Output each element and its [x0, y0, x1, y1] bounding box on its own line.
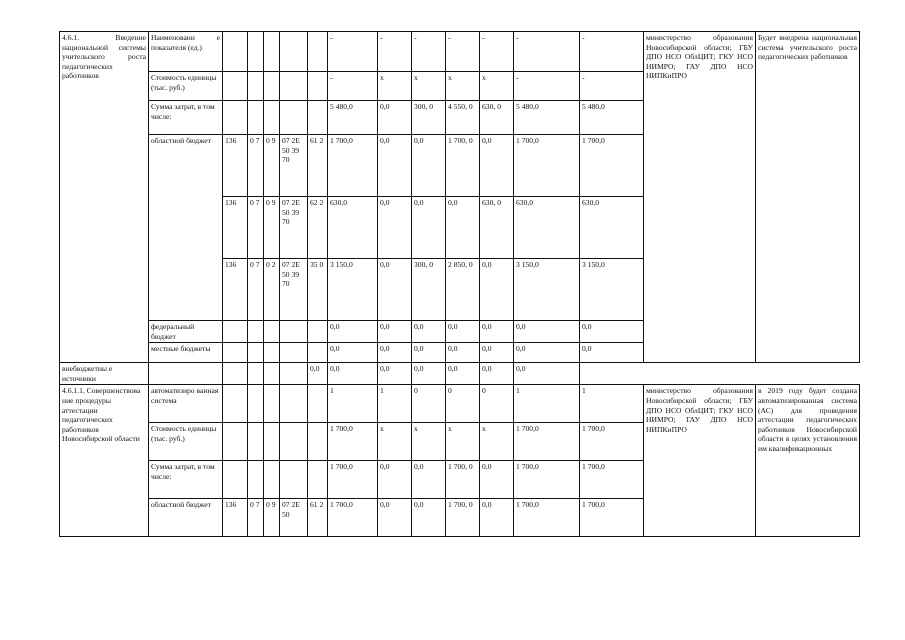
- table-cell: 0,0: [412, 197, 446, 259]
- table-cell: 0 9: [264, 135, 280, 197]
- table-cell: -: [446, 32, 480, 72]
- table-cell: министерство образования Новосибирской области; ГБУ ДПО НСО ОблЦИТ; ГКУ НСО НИМРО; ГАУ ДПО НСО НИПКиПРО: [644, 32, 756, 363]
- table-cell: 07 2Е 50 39 70: [280, 135, 308, 197]
- table-cell: 5 480,0: [514, 101, 580, 135]
- table-cell: 136: [223, 259, 248, 321]
- table-cell: 07 2Е 50: [280, 499, 308, 537]
- table-cell: областной бюджет: [149, 135, 223, 321]
- table-cell: [280, 385, 308, 423]
- table-cell: областной бюджет: [149, 499, 223, 537]
- table-cell: 300, 0: [412, 101, 446, 135]
- table-cell: [223, 343, 248, 363]
- table-cell: [308, 72, 328, 101]
- table-cell: 630,0: [580, 197, 644, 259]
- table-cell: 0,0: [480, 259, 514, 321]
- table-cell: 1 700, 0: [446, 135, 480, 197]
- budget-table-body: [60, 32, 860, 537]
- table-cell: [280, 321, 308, 343]
- table-cell: Сумма затрат, в том числе:: [149, 101, 223, 135]
- table-cell: x: [378, 423, 412, 461]
- table-cell: -: [328, 32, 378, 72]
- table-cell: 2 850, 0: [446, 259, 480, 321]
- table-cell: [264, 343, 280, 363]
- table-cell: [223, 385, 248, 423]
- table-cell: 630,0: [514, 197, 580, 259]
- table-cell: [248, 363, 264, 385]
- table-cell: 0,0: [412, 461, 446, 499]
- table-cell: 0,0: [446, 197, 480, 259]
- table-cell: 0,0: [446, 343, 480, 363]
- table-cell: 630, 0: [480, 101, 514, 135]
- table-cell: федеральный бюджет: [149, 321, 223, 343]
- table-cell: [248, 72, 264, 101]
- table-cell: 0,0: [480, 461, 514, 499]
- table-cell: 0 7: [248, 259, 264, 321]
- table-cell: 630, 0: [480, 197, 514, 259]
- table-cell: 0,0: [412, 343, 446, 363]
- table-cell: 0 7: [248, 499, 264, 537]
- table-cell: -: [480, 32, 514, 72]
- table-cell: 136: [223, 499, 248, 537]
- table-cell: местные бюджеты: [149, 343, 223, 363]
- table-cell: [248, 385, 264, 423]
- table-cell: 07 2Е 50 39 70: [280, 259, 308, 321]
- table-cell: 0: [412, 385, 446, 423]
- table-cell: в 2019 году будет создана автоматизированная система (АС) для проведения аттестации педагогических работников Новосибирской области в целях установления им квалификационных: [756, 385, 860, 537]
- table-cell: x: [412, 423, 446, 461]
- table-cell: x: [480, 423, 514, 461]
- table-cell: [308, 32, 328, 72]
- table-cell: [248, 343, 264, 363]
- table-cell: -: [328, 72, 378, 101]
- table-cell: 0,0: [580, 343, 644, 363]
- table-cell: [308, 385, 328, 423]
- table-cell: 0: [480, 385, 514, 423]
- table-cell: 1 700, 0: [446, 461, 480, 499]
- table-cell: 1 700,0: [580, 135, 644, 197]
- table-cell: x: [412, 72, 446, 101]
- table-cell: 1: [378, 385, 412, 423]
- table-cell: внебюджетны е источники: [60, 363, 149, 385]
- table-row: [60, 32, 860, 72]
- table-cell: [280, 363, 308, 385]
- table-cell: [280, 72, 308, 101]
- table-cell: 0,0: [514, 343, 580, 363]
- table-cell: 61 2: [308, 135, 328, 197]
- table-cell: 0,0: [514, 363, 580, 385]
- table-cell: 07 2Е 50 39 70: [280, 197, 308, 259]
- table-cell: [264, 321, 280, 343]
- table-cell: [308, 423, 328, 461]
- table-cell: 1: [580, 385, 644, 423]
- table-cell: 0,0: [378, 461, 412, 499]
- table-cell: 0,0: [378, 499, 412, 537]
- table-cell: 0,0: [480, 135, 514, 197]
- table-cell: 0 2: [264, 259, 280, 321]
- table-cell: [280, 423, 308, 461]
- table-cell: 0,0: [480, 499, 514, 537]
- table-cell: 136: [223, 197, 248, 259]
- table-cell: 0 7: [248, 135, 264, 197]
- table-cell: [308, 461, 328, 499]
- table-cell: 0,0: [378, 363, 412, 385]
- table-cell: [223, 72, 248, 101]
- table-cell: 0,0: [412, 499, 446, 537]
- table-cell: 0,0: [378, 101, 412, 135]
- table-cell: 0,0: [412, 363, 446, 385]
- table-cell: 0,0: [378, 135, 412, 197]
- table-cell: Будет внедрена национальная система учительского роста педагогических работников: [756, 32, 860, 363]
- table-cell: [149, 363, 223, 385]
- table-cell: 0,0: [412, 135, 446, 197]
- table-cell: -: [580, 32, 644, 72]
- table-row: [60, 385, 860, 423]
- table-cell: [248, 423, 264, 461]
- table-cell: [280, 343, 308, 363]
- table-cell: 1 700,0: [328, 135, 378, 197]
- table-cell: [223, 101, 248, 135]
- table-cell: 136: [223, 135, 248, 197]
- table-cell: 1 700,0: [580, 499, 644, 537]
- table-cell: 0 7: [248, 197, 264, 259]
- table-cell: -: [580, 72, 644, 101]
- table-cell: 4.6.1. Введение национальной системы учительского роста педагогических работников: [60, 32, 149, 363]
- table-cell: 0 9: [264, 499, 280, 537]
- table-cell: [248, 321, 264, 343]
- table-cell: [223, 423, 248, 461]
- table-cell: 5 480,0: [580, 101, 644, 135]
- table-cell: 1: [514, 385, 580, 423]
- table-cell: 62 2: [308, 197, 328, 259]
- table-cell: 1 700,0: [580, 461, 644, 499]
- table-cell: Стоимость единицы (тыс. руб.): [149, 423, 223, 461]
- table-cell: 3 150,0: [514, 259, 580, 321]
- table-cell: 0: [446, 385, 480, 423]
- table-cell: [280, 461, 308, 499]
- table-cell: 61 2: [308, 499, 328, 537]
- table-cell: 0,0: [412, 321, 446, 343]
- table-cell: 0,0: [328, 363, 378, 385]
- table-cell: 0,0: [446, 321, 480, 343]
- table-cell: [264, 101, 280, 135]
- table-cell: [264, 423, 280, 461]
- table-cell: 3 150,0: [580, 259, 644, 321]
- table-cell: 0,0: [378, 343, 412, 363]
- table-cell: [308, 321, 328, 343]
- table-cell: -: [514, 32, 580, 72]
- table-cell: 0,0: [378, 259, 412, 321]
- table-cell: 0,0: [378, 321, 412, 343]
- table-cell: [248, 101, 264, 135]
- table-cell: 4.6.1.1. Совершенствова ние процедуры аттестации педагогических работников Новосибирской области: [60, 385, 149, 537]
- table-cell: -: [514, 72, 580, 101]
- table-cell: 0,0: [580, 321, 644, 343]
- table-cell: Наименовани е показателя (ед.): [149, 32, 223, 72]
- table-cell: 35 0: [308, 259, 328, 321]
- table-cell: 1 700,0: [514, 423, 580, 461]
- table-cell: [223, 321, 248, 343]
- table-cell: 1 700, 0: [446, 499, 480, 537]
- table-cell: 1 700,0: [514, 499, 580, 537]
- table-cell: 0,0: [446, 363, 480, 385]
- table-cell: 0,0: [480, 343, 514, 363]
- table-cell: 1 700,0: [328, 461, 378, 499]
- table-cell: [223, 363, 248, 385]
- table-cell: [264, 385, 280, 423]
- table-cell: [223, 461, 248, 499]
- table-cell: 1 700,0: [514, 135, 580, 197]
- table-cell: 1 700,0: [514, 461, 580, 499]
- budget-table: [59, 31, 860, 537]
- table-cell: министерство образования Новосибирской области; ГБУ ДПО НСО ОблЦИТ; ГКУ НСО НИМРО; ГАУ ДПО НСО НИПКиПРО: [644, 385, 756, 537]
- table-cell: [223, 32, 248, 72]
- table-cell: [280, 101, 308, 135]
- table-cell: x: [480, 72, 514, 101]
- table-cell: [280, 32, 308, 72]
- table-cell: 0 9: [264, 197, 280, 259]
- table-cell: [248, 461, 264, 499]
- table-row: [60, 363, 860, 385]
- table-cell: 0,0: [328, 321, 378, 343]
- table-cell: x: [378, 72, 412, 101]
- table-cell: Сумма затрат, в том числе:: [149, 461, 223, 499]
- table-cell: 0,0: [308, 363, 328, 385]
- table-cell: 0,0: [514, 321, 580, 343]
- table-cell: 1 700,0: [328, 499, 378, 537]
- table-cell: 1 700,0: [328, 423, 378, 461]
- table-cell: [308, 343, 328, 363]
- table-cell: 4 550, 0: [446, 101, 480, 135]
- table-cell: 3 150,0: [328, 259, 378, 321]
- table-cell: автоматизиро ванная система: [149, 385, 223, 423]
- table-cell: 1 700,0: [580, 423, 644, 461]
- table-cell: x: [446, 423, 480, 461]
- table-cell: [264, 72, 280, 101]
- table-cell: [264, 461, 280, 499]
- table-cell: -: [378, 32, 412, 72]
- table-cell: -: [412, 32, 446, 72]
- table-cell: x: [446, 72, 480, 101]
- table-cell: 0,0: [378, 197, 412, 259]
- table-cell: 0,0: [328, 343, 378, 363]
- table-cell: 0,0: [480, 363, 514, 385]
- table-cell: [248, 32, 264, 72]
- table-cell: 300, 0: [412, 259, 446, 321]
- table-cell: [264, 32, 280, 72]
- table-cell: Стоимость единицы (тыс. руб.): [149, 72, 223, 101]
- table-cell: [264, 363, 280, 385]
- table-cell: 0,0: [480, 321, 514, 343]
- table-cell: [308, 101, 328, 135]
- table-cell: 5 480,0: [328, 101, 378, 135]
- table-cell: 1: [328, 385, 378, 423]
- table-cell: 630,0: [328, 197, 378, 259]
